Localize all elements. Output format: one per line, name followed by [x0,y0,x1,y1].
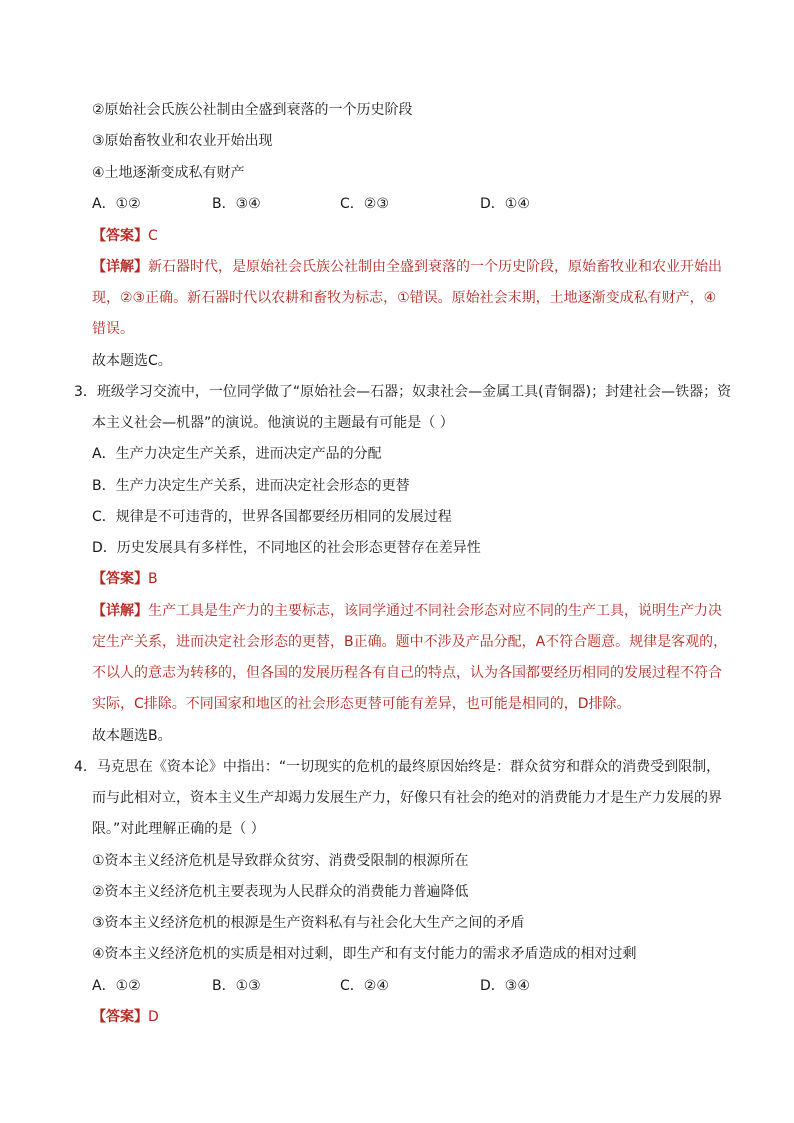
option-c: C．②③ [340,196,389,212]
answer-value: C [148,228,158,244]
conclusion: 故本题选C。 [92,353,172,369]
option-d: D．③④ [480,978,530,994]
options-row [92,194,608,214]
explain-tag: 【详解】 [92,603,148,619]
explain-line-1: 【详解】新石器时代，是原始社会氏族公社制由全盛到衰落的一个历史阶段，原始畜牧业和农业开始出 [92,259,722,275]
q3-stem-2: 本主义社会—机器”的演说。他演说的主题最有可能是（ ） [92,415,454,431]
statement-2: ②原始社会氏族公社制由全盛到衰落的一个历史阶段 [92,102,413,118]
q3-explain-line-1: 【详解】生产工具是生产力的主要标志，该同学通过不同社会形态对应不同的生产工具，说明生产力决 [92,603,722,619]
q3-explain-line-3: 不以人的意志为转移的，但各国的发展历程各有自己的特点，认为各国都要经历相同的发展过程不符合 [92,665,722,681]
explain-line-2: 现，②③正确。新石器时代以农耕和畜牧为标志，①错误。原始社会末期，土地逐渐变成私有财产，④ [92,290,717,306]
q3-option-c: C．规律是不可违背的，世界各国都要经历相同的发展过程 [92,509,452,525]
option-a: A．①② [92,196,141,212]
q4-stem-1: 4．马克思在《资本论》中指出：“一切现实的危机的最终原因始终是：群众贫穷和群众的消费受到限制， [74,759,721,775]
q4-stem-3: 限。”对此理解正确的是（ ） [92,821,265,837]
q3-explain-line-4: 实际，C排除。不同国家和地区的社会形态更替可能有差异，也可能是相同的，D排除。 [92,696,631,712]
q4-statement-2: ②资本主义经济危机主要表现为人民群众的消费能力普遍降低 [92,884,469,900]
explain-tag: 【详解】 [92,259,148,275]
q4-options-row [92,976,608,996]
answer-value: D [148,1009,159,1025]
q3-conclusion: 故本题选B。 [92,728,172,744]
option-d: D．①④ [480,196,530,212]
q3-option-a: A．生产力决定生产关系，进而决定产品的分配 [92,446,382,462]
answer-value: B [148,571,158,587]
answer-tag: 【答案】 [92,571,148,587]
q4-answer-line [92,1007,159,1027]
explain-line-3: 错误。 [92,321,134,337]
q4-statement-1: ①资本主义经济危机是导致群众贫穷、消费受限制的根源所在 [92,853,469,869]
q3-option-d: D．历史发展具有多样性，不同地区的社会形态更替存在差异性 [92,540,481,556]
option-c: C．②④ [340,978,389,994]
q3-answer-line [92,569,158,589]
answer-tag: 【答案】 [92,228,148,244]
q4-stem-2: 而与此相对立，资本主义生产却竭力发展生产力，好像只有社会的绝对的消费能力才是生产力发展的界 [92,790,722,806]
option-b: B．①③ [212,978,261,994]
statement-4: ④土地逐渐变成私有财产 [92,165,245,181]
q4-statement-3: ③资本主义经济危机的根源是生产资料私有与社会化大生产之间的矛盾 [92,915,525,931]
q4-statement-4: ④资本主义经济危机的实质是相对过剩，即生产和有支付能力的需求矛盾造成的相对过剩 [92,946,637,962]
q3-explain-line-2: 定生产关系，进而决定社会形态的更替，B正确。题中不涉及产品分配，A不符合题意。规律是客观的， [92,634,728,650]
q3-option-b: B．生产力决定生产关系，进而决定社会形态的更替 [92,478,410,494]
option-b: B．③④ [212,196,261,212]
option-a: A．①② [92,978,141,994]
statement-3: ③原始畜牧业和农业开始出现 [92,133,273,149]
answer-tag: 【答案】 [92,1009,148,1025]
q3-stem-1: 3．班级学习交流中，一位同学做了“原始社会—石器；奴隶社会—金属工具(青铜器)；封建社会—铁器；资 [74,384,732,400]
answer-line [92,226,158,246]
